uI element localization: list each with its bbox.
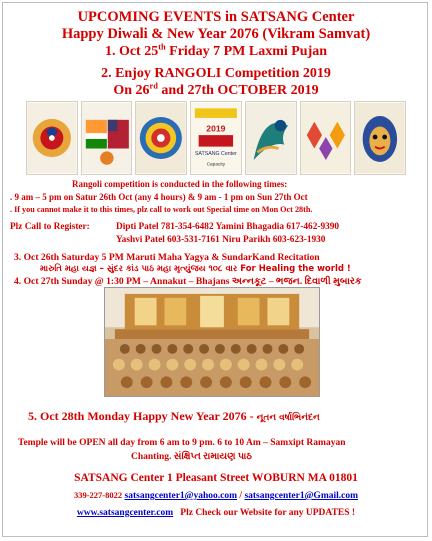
rangoli-poster-image xyxy=(190,101,242,175)
temple-annakut-photo xyxy=(104,287,320,397)
rangoli-ganesh-image xyxy=(26,101,78,175)
website-note: Plz Check our Website for any UPDATES ! xyxy=(180,508,356,518)
website-link[interactable]: www.satsangcenter.com xyxy=(76,508,174,518)
rangoli-intro: Rangoli competition is conducted in the following times: xyxy=(72,179,288,189)
rangoli-times-1: . 9 am – 5 pm on Satur 26th Oct (any 4 hours) & 9 am - 1 pm on Sun 27th Oct xyxy=(10,192,308,202)
footer-address: SATSANG Center 1 Pleasant Street WOBURN MA 01801 xyxy=(74,472,358,484)
event-5: 5. Oct 28th Monday Happy New Year 2076 - નૂતન વર્ષાભિનંદન xyxy=(28,409,320,423)
event-4: 4. Oct 27th Sunday @ 1:30 PM – Annakut – Bhajans અન્નકૂટ – ભજન. દિવાળી મુબારક xyxy=(14,276,362,287)
rangoli-lanterns-image xyxy=(300,101,352,175)
svg-text:Capacity: Capacity xyxy=(206,162,226,168)
footer-contact-line xyxy=(0,490,432,501)
event-2-date-post: and 27th OCTOBER 2019 xyxy=(157,83,319,98)
email-separator: / xyxy=(239,491,243,501)
rangoli-banner xyxy=(26,101,406,175)
register-label: Plz Call to Register: xyxy=(10,222,90,232)
event-2-line1: 2. Enjoy RANGOLI Competition 2019 xyxy=(101,66,331,81)
footer-website-line xyxy=(0,508,432,518)
event-1: 1. Oct 25th Friday 7 PM Laxmi Pujan xyxy=(104,42,328,59)
page-subtitle: Happy Diwali & New Year 2076 (Vikram Samvat) xyxy=(61,26,371,42)
rangoli-peacock-image xyxy=(245,101,297,175)
email-yahoo-link[interactable]: satsangcenter1@yahoo.com xyxy=(124,491,238,501)
svg-text:SATSANG Center: SATSANG Center xyxy=(195,151,237,158)
rangoli-mandala-image xyxy=(135,101,187,175)
rangoli-face-image xyxy=(354,101,406,175)
event-2-date-pre: On 26 xyxy=(113,83,150,98)
event-3-gujarati: મારુતિ મહા યજ્ઞ – સુંદર કાંડ પાઠ મહા મૃત્યુંજય ૧૦૮ વાર For Healing the world ! xyxy=(40,264,351,274)
page-title: UPCOMING EVENTS in SATSANG Center xyxy=(77,9,355,25)
event-3: 3. Oct 26th Saturday 5 PM Maruti Maha Yagya & SundarKand Recitation xyxy=(14,252,320,263)
rangoli-flags-image xyxy=(81,101,133,175)
email-gmail-link[interactable]: satsangcenter1@Gmail.com xyxy=(244,491,359,501)
temple-hours-line-1: Temple will be OPEN all day from 6 am to 9 pm. 6 to 10 Am – Samxipt Ramayan xyxy=(18,438,346,448)
svg-text:2019: 2019 xyxy=(206,123,226,134)
footer-phone: 339-227-8022 xyxy=(73,490,123,500)
event-2-date-sup: rd xyxy=(149,81,158,91)
rangoli-times-2: . If you cannot make it to this times, plz call to work out Special time on Mon Oct 28th. xyxy=(10,205,313,214)
contacts-row-2: Yashvi Patel 603-531-7161 Niru Parikh 603-623-1930 xyxy=(116,235,326,245)
contacts-row-1: Dipti Patel 781-354-6482 Yamini Bhagadia 617-462-9390 xyxy=(116,222,340,232)
temple-hours-line-2: Chanting. સંક્ષિપ્ત રામાયણ પાઠ xyxy=(131,452,252,462)
event-2-line2 xyxy=(0,83,432,99)
